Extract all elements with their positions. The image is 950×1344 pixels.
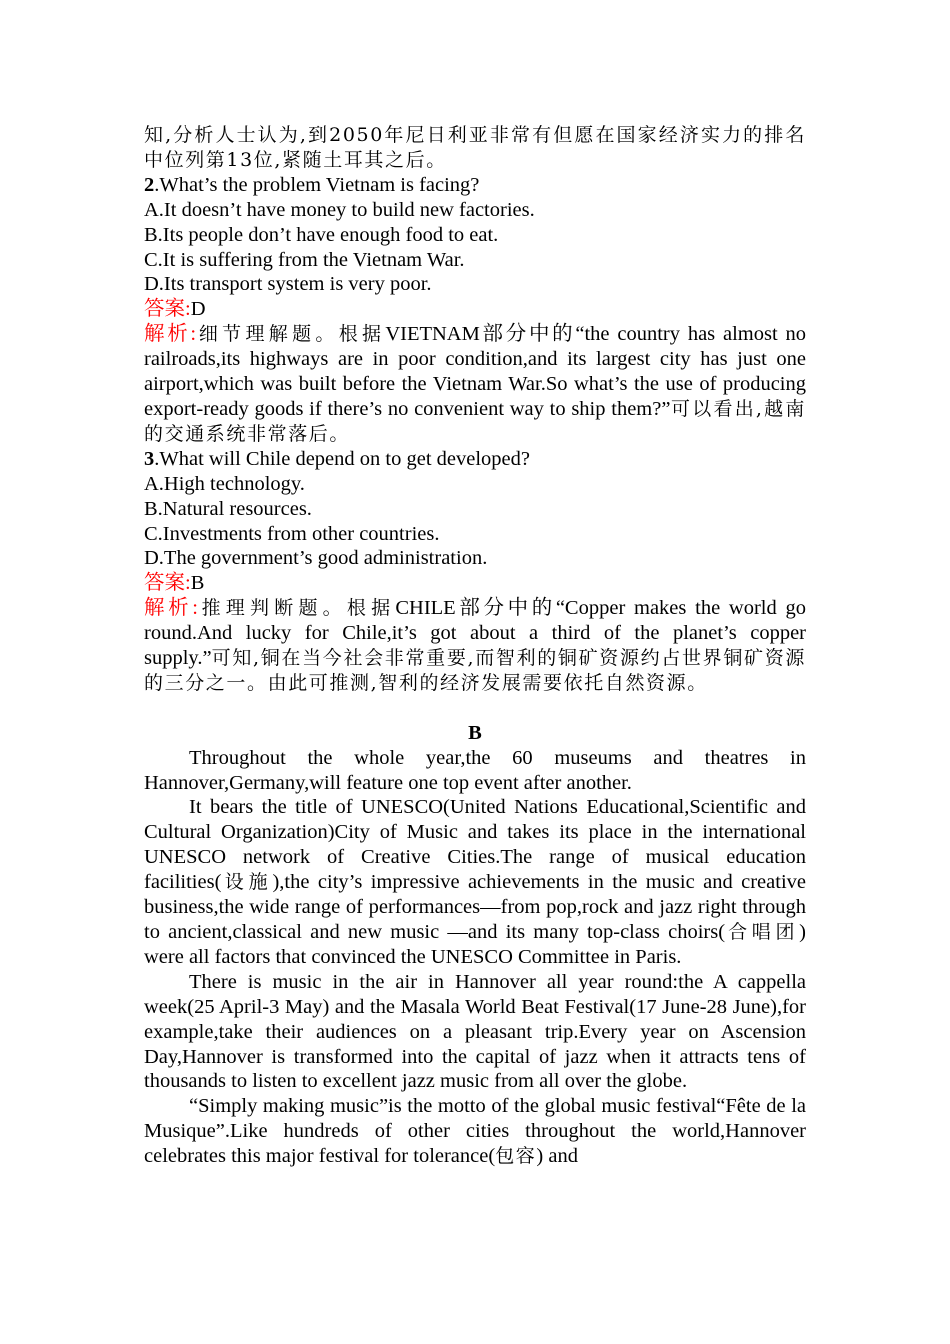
analysis-conclusion: 可知,铜在当今社会非常重要,而智利的铜矿资源约占世界铜矿资源的三分之一。由此可推测,智利的经济发展需要依托自然资源。 <box>144 647 806 694</box>
answer-label: 答案: <box>144 298 191 321</box>
paragraph-text: It bears the title of UNESCO(United Nations Educational,Scientific and Cultural Organization)City of Music and takes its place in the international UNESCO network of Creative Cities.The range of musical education facilities( <box>144 796 806 894</box>
passage-paragraph-2 <box>144 795 806 969</box>
analysis-quote: CHILE部分中的“Copper makes the world go round.And lucky for Chile,it’s got about a third of the planet’s copper supply.” <box>144 597 806 670</box>
intro-text: 知,分析人士认为,到2050年尼日利亚非常有但愿在国家经济实力的排名中位列第13位,紧随土耳其之后。 <box>144 124 806 171</box>
q2-option-a: A.It doesn’t have money to build new factories. <box>144 198 535 221</box>
analysis-label: 解析: <box>144 597 198 620</box>
answer-label: 答案: <box>144 572 191 595</box>
q3-option-b: B.Natural resources. <box>144 497 312 520</box>
document-page <box>144 123 806 1169</box>
answer-value: B <box>190 572 205 595</box>
paragraph-text: ) were all factors that convinced the UNESCO Committee in Paris. <box>144 920 806 968</box>
q2-option-c: C.It is suffering from the Vietnam War. <box>144 248 465 271</box>
passage-paragraph-1: Throughout the whole year,the 60 museums and theatres in Hannover,Germany,will feature one top event after another. <box>144 746 806 794</box>
question-text: .What’s the problem Vietnam is facing? <box>154 173 480 196</box>
paragraph-text: “Simply making music”is the motto of the global music festival“Fête de la Musique”.Like hundreds of other cities throughout the world,Hannover celebrates this major festival for tolerance( <box>144 1095 806 1168</box>
analysis-type: 推理判断题。根据 <box>197 597 396 620</box>
gloss-facilities: 设施 <box>221 871 273 894</box>
q2-option-b: B.Its people don’t have enough food to eat. <box>144 223 499 246</box>
passage-paragraph-3: There is music in the air in Hannover all year round:the A cappella week(25 April-3 May) and the Masala World Beat Festival(17 June-28 June),for example,take their audiences on a pleasant trip.Every year on Ascension Day,Hannover is transformed into the capital of jazz when it attracts tens of thousands to listen to excellent jazz music from all over the globe. <box>144 970 806 1093</box>
q2-analysis <box>144 322 806 447</box>
paragraph-text: ),the city’s impressive achievements in the music and creative business,the wide range of performances—from pop,rock and jazz right through to ancient,classical and new music —and its many top-class choirs( <box>144 871 806 943</box>
answer-value: D <box>190 298 206 321</box>
q3-option-a: A.High technology. <box>144 472 305 495</box>
q2-option-d: D.Its transport system is very poor. <box>144 273 432 296</box>
question-3-stem <box>144 447 806 472</box>
question-2-stem <box>144 173 806 198</box>
q2-answer <box>144 297 806 322</box>
analysis-label: 解析: <box>144 323 197 346</box>
q3-answer <box>144 571 806 596</box>
q3-analysis <box>144 596 806 696</box>
gloss-choirs: 合唱团 <box>725 920 800 943</box>
gloss-tolerance: 包容 <box>495 1145 537 1168</box>
q3-option-d: D.The government’s good administration. <box>144 547 488 570</box>
question-text: .What will Chile depend on to get developed? <box>154 447 530 470</box>
analysis-quote: VIETNAM部分中的“the country has almost no railroads,its highways are in poor condition,and its largest city has just one airport,which was built before the Vietnam War.So what’s the use of producing export-ready goods if there’s no convenient way to ship them?” <box>144 323 806 420</box>
analysis-type: 细节理解题。根据 <box>196 323 386 346</box>
q3-option-c: C.Investments from other countries. <box>144 522 440 545</box>
passage-paragraph-4 <box>144 1094 806 1169</box>
paragraph-text: ) and <box>536 1145 578 1168</box>
question-number: 2 <box>144 173 155 196</box>
section-b-heading: B <box>468 721 482 744</box>
analysis-conclusion: 可以看出,越南的交通系统非常落后。 <box>144 397 806 445</box>
question-number: 3 <box>144 447 155 470</box>
intro-continuation <box>144 123 806 173</box>
